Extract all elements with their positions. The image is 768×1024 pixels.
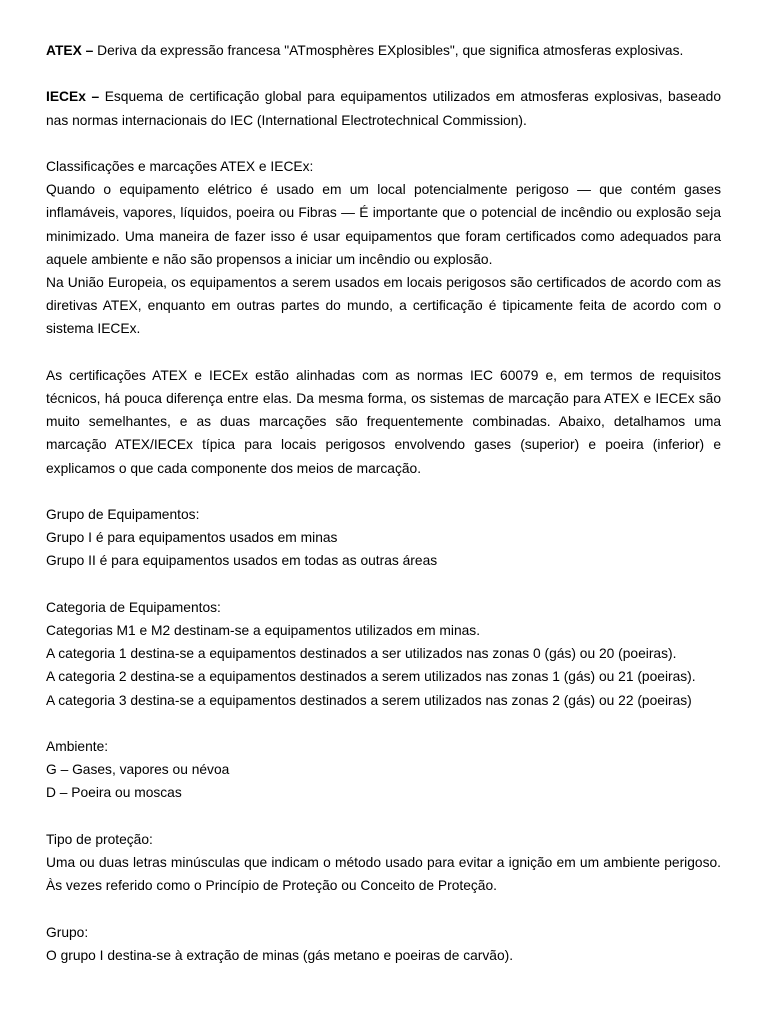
- spacer: [46, 573, 721, 596]
- grupo-heading: Grupo:: [46, 924, 89, 940]
- ambiente-line: D – Poeira ou moscas: [46, 785, 182, 801]
- iecex-term: IECEx –: [46, 89, 100, 105]
- grupo-equipamentos-line: Grupo I é para equipamentos usados em minas: [46, 530, 338, 546]
- ambiente-line: G – Gases, vapores ou névoa: [46, 762, 230, 778]
- atex-term: ATEX –: [46, 43, 94, 58]
- grupo-equipamentos-heading: Grupo de Equipamentos:: [46, 507, 200, 522]
- ambiente-heading: Ambiente:: [46, 739, 109, 754]
- tipo-protecao-heading: Tipo de proteção:: [46, 831, 153, 847]
- categoria-equipamentos-line: A categoria 1 destina-se a equipamentos destinados a ser utilizados nas zonas 0 (gás) ou 20 (poeiras).: [46, 646, 677, 662]
- classificacoes-paragraph-1: Quando o equipamento elétrico é usado em um local potencialmente perigoso — que contém gases inflamáveis, vapores, líquidos, poeira ou Fibras — É importante que o potencial de incêndio ou explosão seja minimizado. Uma maneira de fazer isso é usar equipamentos que foram certificados como adequados para aquele ambiente e não são propensos a iniciar um incêndio ou explosão.: [46, 182, 721, 267]
- classificacoes-paragraph-2: Na União Europeia, os equipamentos a serem usados em locais perigosos são certificados de acordo com as diretivas ATEX, enquanto em outras partes do mundo, a certificação é tipicamente feita de acordo com o sistema IECEx.: [46, 275, 721, 337]
- iecex-text: Esquema de certificação global para equipamentos utilizados em atmosferas explosivas, baseado nas normas internacionais do IEC (International Electrotechnical Commission).: [46, 89, 721, 128]
- classificacoes-heading: Classificações e marcações ATEX e IECEx:: [46, 158, 314, 174]
- categoria-equipamentos-heading: Categoria de Equipamentos:: [46, 599, 221, 615]
- spacer: [46, 805, 721, 828]
- tipo-protecao-paragraph: Uma ou duas letras minúsculas que indicam o método usado para evitar a ignição em um ambiente perigoso. Às vezes referido como o Princípio de Proteção ou Conceito de Proteção.: [46, 855, 721, 894]
- spacer: [46, 712, 721, 735]
- grupo-paragraph: O grupo I destina-se à extração de minas (gás metano e poeiras de carvão).: [46, 947, 514, 963]
- categoria-equipamentos-line: A categoria 3 destina-se a equipamentos destinados a serem utilizados nas zonas 2 (gás) ou 22 (poeiras): [46, 692, 692, 708]
- grupo-equipamentos-line: Grupo II é para equipamentos usados em todas as outras áreas: [46, 553, 438, 569]
- alinhamento-paragraph: As certificações ATEX e IECEx estão alinhadas com as normas IEC 60079 e, em termos de requisitos técnicos, há pouca diferença entre elas. Da mesma forma, os sistemas de marcação para ATEX e IECEx são muito semelhantes, e as duas marcações são frequentemente combinadas. Abaixo, detalhamos uma marcação ATEX/IECEx típica para locais perigosos envolvendo gases (superior) e poeira (inferior) e explicamos o que cada componente dos meios de marcação.: [46, 367, 721, 476]
- spacer: [46, 132, 721, 155]
- spacer: [46, 341, 721, 364]
- spacer: [46, 62, 721, 85]
- atex-definition: [46, 39, 721, 62]
- spacer: [46, 480, 721, 503]
- atex-text: Deriva da expressão francesa "ATmosphères EXplosibles", que significa atmosferas explosivas.: [93, 43, 684, 58]
- spacer: [46, 897, 721, 920]
- iecex-definition: [46, 85, 721, 131]
- categoria-equipamentos-line: Categorias M1 e M2 destinam-se a equipamentos utilizados em minas.: [46, 623, 481, 638]
- categoria-equipamentos-line: A categoria 2 destina-se a equipamentos destinados a serem utilizados nas zonas 1 (gás) ou 21 (poeiras).: [46, 669, 696, 685]
- document-page: [46, 39, 721, 967]
